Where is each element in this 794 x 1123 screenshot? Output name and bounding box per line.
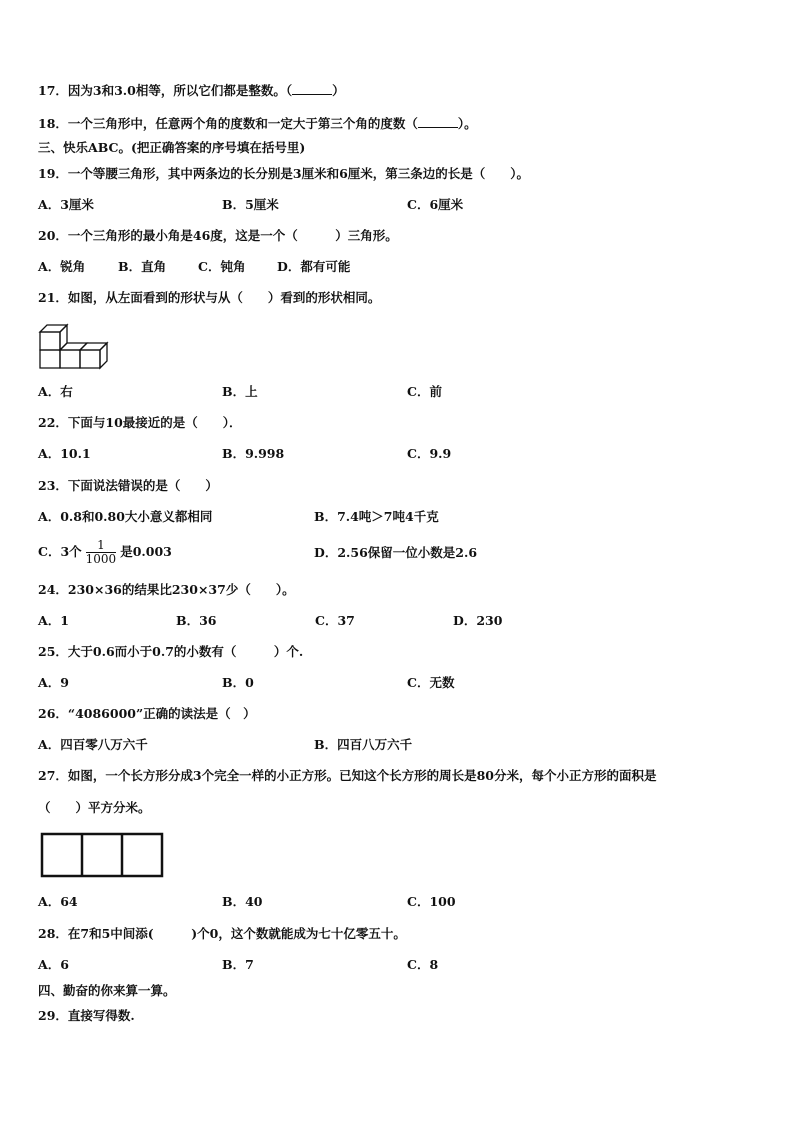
- question-21: 21．如图，从左面看到的形状与从（ ）看到的形状相同。: [38, 290, 381, 305]
- q26-option-a[interactable]: A．四百零八万六千: [38, 737, 148, 752]
- question-27: 27．如图，一个长方形分成3个完全一样的小正方形。已知这个长方形的周长是80分米，每个小正方形的面积是: [38, 768, 657, 783]
- question-18: 18．一个三角形中，任意两个角的度数和一定大于第三个角的度数（ ）。: [38, 116, 477, 131]
- q25-option-b[interactable]: B．0: [222, 675, 254, 690]
- q27-option-c[interactable]: C．100: [407, 894, 456, 909]
- q20-option-d[interactable]: D．都有可能: [277, 259, 351, 274]
- answer-blank[interactable]: [418, 115, 458, 128]
- question-22: 22．下面与10最接近的是（ ）．: [38, 415, 242, 430]
- q20-option-c[interactable]: C．钝角: [198, 259, 246, 274]
- q28-option-c[interactable]: C．8: [407, 957, 439, 972]
- q25-option-a[interactable]: A．9: [38, 675, 69, 690]
- q23-option-d[interactable]: D．2.56保留一位小数是2.6: [314, 545, 478, 560]
- q21-option-b[interactable]: B．上: [222, 384, 258, 399]
- q23-option-b[interactable]: B．7.4吨＞7吨4千克: [314, 509, 439, 524]
- question-29: 29．直接写得数.: [38, 1008, 135, 1023]
- q21-option-a[interactable]: A．右: [38, 384, 73, 399]
- q25-option-c[interactable]: C．无数: [407, 675, 455, 690]
- q24-option-d[interactable]: D．230: [453, 613, 503, 628]
- q19-option-b[interactable]: B．5厘米: [222, 197, 279, 212]
- q23-option-a[interactable]: A．0.8和0.80大小意义都相同: [38, 509, 213, 524]
- q27-option-a[interactable]: A．64: [38, 894, 78, 909]
- question-17: 17．因为3和3.0相等，所以它们都是整数。（ ）: [38, 83, 345, 98]
- q20-option-a[interactable]: A．锐角: [38, 259, 86, 274]
- rectangle-three-squares-figure: [40, 832, 164, 878]
- q22-option-c[interactable]: C．9.9: [407, 446, 452, 461]
- q20-option-b[interactable]: B．直角: [118, 259, 167, 274]
- q24-option-a[interactable]: A．1: [38, 613, 69, 628]
- q28-option-a[interactable]: A．6: [38, 957, 69, 972]
- question-27-continued: （ ）平方分米。: [38, 800, 151, 815]
- q22-option-b[interactable]: B．9.998: [222, 446, 285, 461]
- question-28: 28．在7和5中间添( )个0，这个数就能成为七十亿零五十。: [38, 926, 406, 941]
- q21-option-c[interactable]: C．前: [407, 384, 442, 399]
- q23-option-c[interactable]: C．3个 $\frac{1}{1000}$ 是0.003: [38, 538, 172, 566]
- q24-option-c[interactable]: C．37: [315, 613, 355, 628]
- q22-option-a[interactable]: A．10.1: [38, 446, 91, 461]
- q19-option-a[interactable]: A．3厘米: [38, 197, 94, 212]
- q28-option-b[interactable]: B．7: [222, 957, 254, 972]
- cubes-figure: [38, 320, 114, 370]
- question-24: 24．230×36的结果比230×37少（ ）。: [38, 582, 295, 597]
- question-20: 20．一个三角形的最小角是46度，这是一个（ ）三角形。: [38, 228, 398, 243]
- question-23: 23．下面说法错误的是（ ）: [38, 478, 218, 493]
- fraction: $\frac{1}{1000}$: [85, 538, 117, 566]
- q19-option-c[interactable]: C．6厘米: [407, 197, 464, 212]
- question-25: 25．大于0.6而小于0.7的小数有（ ）个.: [38, 644, 304, 659]
- q24-option-b[interactable]: B．36: [176, 613, 217, 628]
- answer-blank[interactable]: [292, 82, 332, 95]
- question-19: 19．一个等腰三角形，其中两条边的长分别是3厘米和6厘米，第三条边的长是（ ）。: [38, 166, 530, 181]
- section-4-heading: 四、勤奋的你来算一算。: [38, 983, 176, 998]
- question-26: 26．“4086000”正确的读法是（ ）: [38, 706, 256, 721]
- q26-option-b[interactable]: B．四百八万六千: [314, 737, 413, 752]
- q27-option-b[interactable]: B．40: [222, 894, 263, 909]
- section-3-heading: 三、快乐ABC。(把正确答案的序号填在括号里): [38, 140, 306, 155]
